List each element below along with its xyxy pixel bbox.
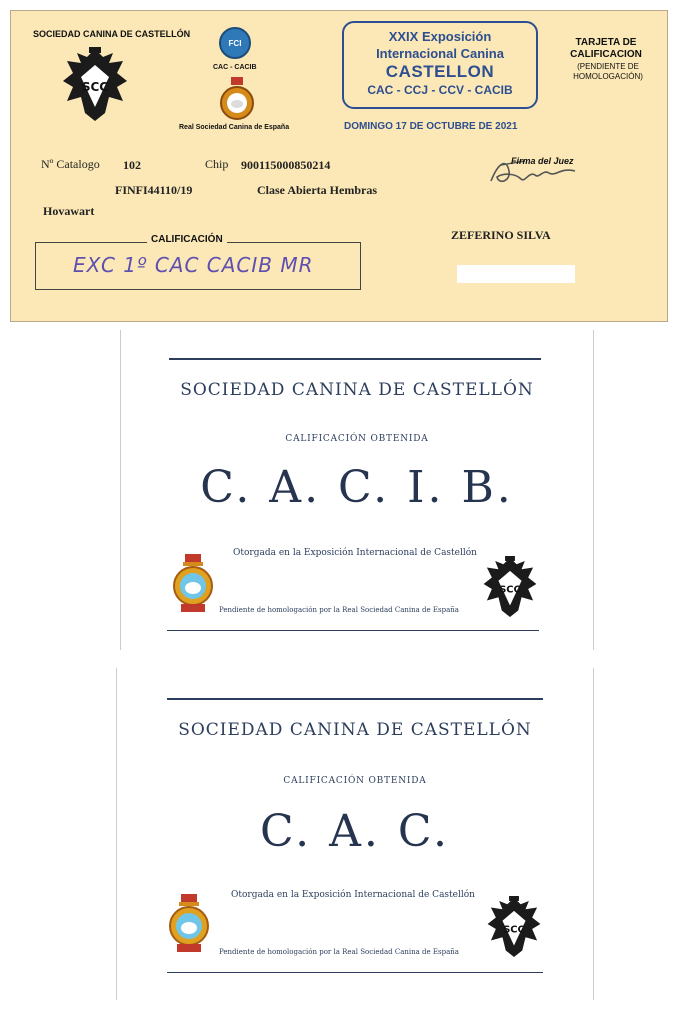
top-rule <box>169 358 541 360</box>
certificate-pendiente: Pendiente de homologación por la Real Sociedad Canina de España <box>219 948 459 956</box>
crest-letters: SCC <box>499 584 521 596</box>
raza-value: Hovawart <box>43 204 95 218</box>
expo-line-3: CASTELLON <box>385 62 495 81</box>
tarjeta-subtitle: (PENDIENTE DE HOMOLOGACIÓN) <box>573 62 643 81</box>
rsce-emblem-icon <box>167 894 211 954</box>
crest-letters: SCC <box>81 80 109 94</box>
calification-card <box>10 10 668 322</box>
crest-letters: SCC <box>503 924 525 936</box>
bottom-rule <box>167 630 539 631</box>
chip-value: 900115000850214 <box>241 158 331 172</box>
firma-juez-label: Firma del Juez <box>511 156 574 166</box>
cac-cacib-label: CAC - CACIB <box>213 64 257 71</box>
certificate-obtenida: CALIFICACIÓN OBTENIDA <box>283 776 427 786</box>
certificate-society: SOCIEDAD CANINA DE CASTELLÓN <box>178 720 532 740</box>
certificate-cac <box>116 668 594 1000</box>
certificate-award: C. A. C. <box>260 806 450 857</box>
tarjeta-title: TARJETA DE CALIFICACION <box>570 37 642 60</box>
rsce-emblem-icon <box>171 554 215 614</box>
fci-logo-icon: FCI <box>219 27 251 59</box>
catalogo-value: 102 <box>123 158 141 172</box>
certificate-otorgada: Otorgada en la Exposición Internacional de Castellón <box>231 890 475 900</box>
certificate-obtenida: CALIFICACIÓN OBTENIDA <box>285 434 429 444</box>
rsce-emblem-icon <box>219 77 255 123</box>
certificate-cacib <box>120 330 594 650</box>
certificate-award: C. A. C. I. B. <box>200 462 514 513</box>
redaction-box <box>457 265 575 283</box>
certificate-otorgada: Otorgada en la Exposición Internacional de Castellón <box>233 548 477 558</box>
rsce-name: Real Sociedad Canina de España <box>179 124 290 131</box>
calificacion-handwritten: EXC 1º CAC CACIB MR <box>73 253 314 277</box>
castellon-crest-icon <box>479 556 541 622</box>
chip-label: Chip <box>205 157 229 171</box>
calificacion-label: CALIFICACIÓN <box>147 234 227 245</box>
expo-line-4: CAC - CCJ - CCV - CACIB <box>367 83 513 97</box>
certificate-society: SOCIEDAD CANINA DE CASTELLÓN <box>180 380 534 400</box>
registro-value: FINFI44110/19 <box>115 183 193 197</box>
castellon-crest-icon <box>59 47 131 127</box>
certificate-pendiente: Pendiente de homologación por la Real Sociedad Canina de España <box>219 606 459 614</box>
expo-date: DOMINGO 17 DE OCTUBRE DE 2021 <box>344 121 518 132</box>
catalogo-label: Nº Catalogo <box>41 157 100 171</box>
top-rule <box>167 698 543 700</box>
society-name: SOCIEDAD CANINA DE CASTELLÓN <box>33 29 191 39</box>
exposition-box <box>342 21 538 109</box>
clase-value: Clase Abierta Hembras <box>257 183 377 197</box>
judge-name: ZEFERINO SILVA <box>451 228 551 242</box>
expo-line-2: Internacional Canina <box>376 46 504 61</box>
bottom-rule <box>167 972 543 973</box>
expo-line-1: XXIX Exposición <box>388 29 492 44</box>
castellon-crest-icon <box>483 896 545 962</box>
